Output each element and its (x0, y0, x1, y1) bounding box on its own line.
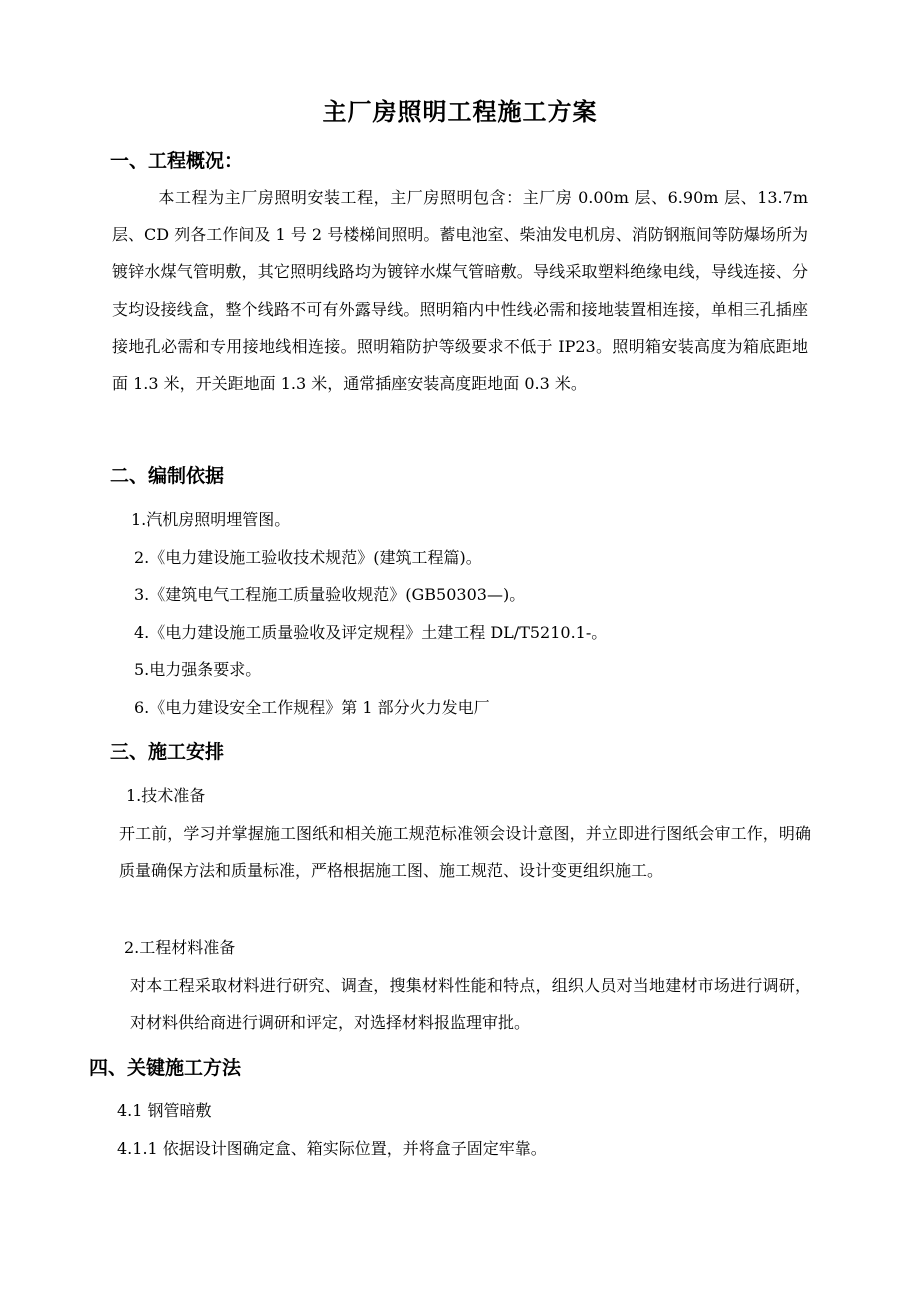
subsection-3-2-label: 2.工程材料准备 (124, 938, 236, 957)
subsection-4-1-label: 4.1 钢管暗敷 (117, 1101, 212, 1120)
subsection-3-2-paragraph: 对本工程采取材料进行研究、调查，搜集材料性能和特点，组织人员对当地建材市场进行调研，对材料供给商进行调研和评定，对选择材料报监理审批。 (130, 976, 811, 1033)
reference-item-1: 1.汽机房照明埋管图。 (131, 510, 291, 529)
reference-item-2: 2.《电力建设施工验收技术规范》(建筑工程篇)。 (134, 548, 482, 567)
reference-item-3: 3.《建筑电气工程施工质量验收规范》(GB50303—)。 (134, 585, 526, 604)
section-2-heading: 二、编制依据 (110, 465, 225, 487)
section-3-heading: 三、施工安排 (110, 741, 225, 763)
reference-item-6: 6.《电力建设安全工作规程》第 1 部分火力发电厂 (134, 698, 490, 717)
subsection-3-1-label: 1.技术准备 (126, 786, 206, 805)
section-1-heading: 一、工程概况： (110, 150, 244, 172)
subsection-3-1-paragraph: 开工前，学习并掌握施工图纸和相关施工规范标准领会设计意图，并立即进行图纸会审工作，明确质量确保方法和质量标准，严格根据施工图、施工规范、设计变更组织施工。 (119, 824, 811, 881)
reference-item-5: 5.电力强条要求。 (134, 660, 262, 679)
section-1-paragraph: 本工程为主厂房照明安装工程，主厂房照明包含：主厂房 0.00m 层、6.90m 层、13.7m 层、CD 列各工作间及 1 号 2 号楼梯间照明。蓄电池室、柴油发电机房、消防钢瓶间等防爆场所为镀锌水煤气管明敷，其它照明线路均为镀锌水煤气管暗敷。导线采取塑料绝缘电线，导线连接、分支均设接线盒，整个线路不可有外露导线。照明箱内中性线必需和接地装置相连接，单相三孔插座接地孔必需和专用接地线相连接。照明箱防护等级要求不低于 IP23。照明箱安装高度为箱底距地面 1.3 米，开关距地面 1.3 米，通常插座安装高度距地面 0.3 米。 (112, 188, 808, 394)
subsection-4-1-1-item: 4.1.1 依据设计图确定盒、箱实际位置，并将盒子固定牢靠。 (117, 1139, 547, 1158)
document-title: 主厂房照明工程施工方案 (322, 98, 598, 126)
reference-item-4: 4.《电力建设施工质量验收及评定规程》土建工程 DL/T5210.1-。 (134, 623, 608, 642)
section-4-heading: 四、关键施工方法 (89, 1057, 242, 1079)
